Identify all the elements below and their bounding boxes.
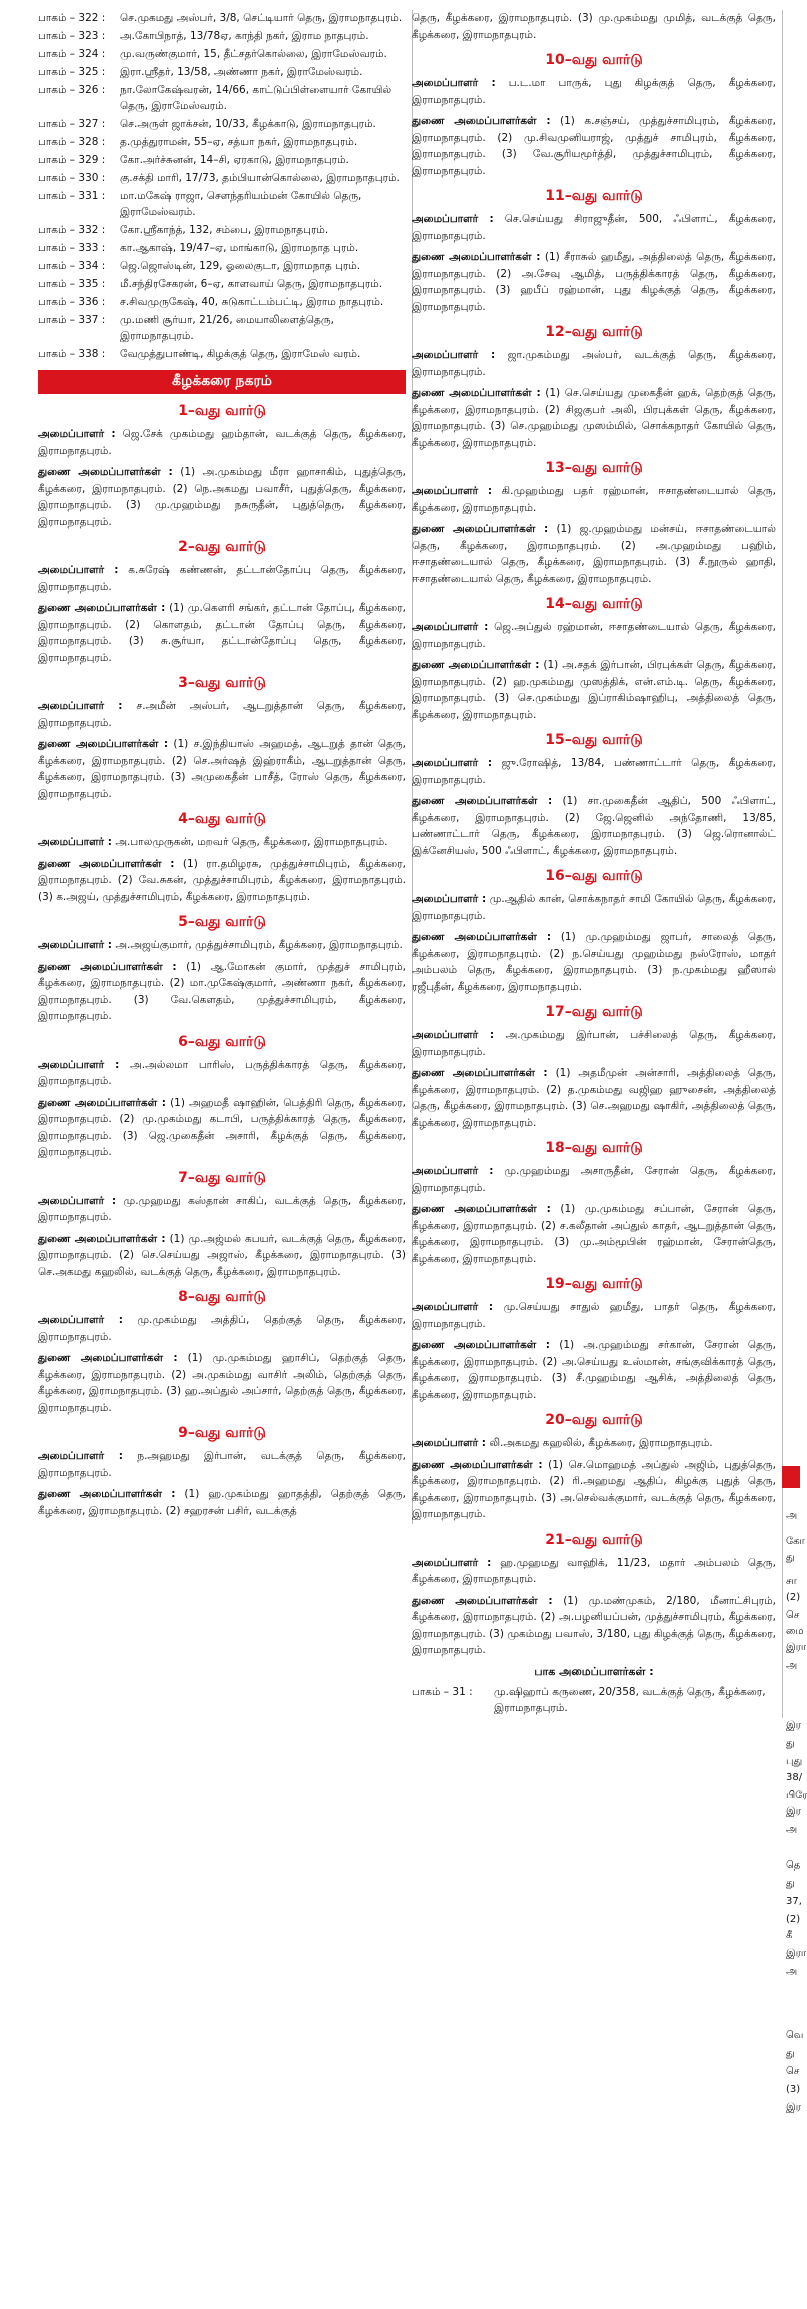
ward-section [412, 868, 776, 995]
organizer-line [38, 562, 406, 595]
organizer-line [412, 1163, 776, 1196]
deputies-label: துணை அமைப்பாளர்கள் : [38, 1096, 166, 1109]
ward-section [412, 1140, 776, 1267]
organizer-label: அமைப்பாளர் : [412, 1556, 492, 1569]
edge-text-fragment: அ [786, 1510, 798, 1521]
booth-entry [38, 116, 406, 132]
organizer-line [412, 619, 776, 652]
edge-text-fragment: து [786, 1878, 795, 1889]
booth-number: பாகம் – 333 : [38, 242, 106, 254]
ward-heading: 7–வது வார்டு [178, 1169, 266, 1186]
organizer-label: அமைப்பாளர் : [38, 1314, 123, 1326]
deputies-line [38, 1095, 406, 1161]
booth-detail: ஜெ.ஜொஸ்டின், 129, ஓலைகுடா, இராமநாத புரம். [120, 260, 361, 272]
ward-heading: 13–வது வார்டு [545, 460, 643, 476]
organizer-label: அமைப்பாளர் : [38, 700, 123, 712]
deputies-label: துணை அமைப்பாளர்கள் : [38, 1352, 178, 1364]
booth-entry [38, 188, 406, 220]
deputies-label: துணை அமைப்பாளர்கள் : [38, 960, 177, 973]
organizer-line [412, 211, 776, 244]
ward-section [38, 1289, 406, 1416]
deputies-label: துணை அமைப்பாளர்கள் : [412, 523, 549, 535]
deputies-label: துணை அமைப்பாளர்கள் : [412, 251, 541, 263]
organizer-name: ஜெ.அப்துல் ரஹ்மான், ஈசாதண்டையால் தெரு, கீழக்கரை, இராமநாதபுரம். [412, 621, 777, 650]
booth-detail: கா.ஆகாஷ், 19/47–ஏ, மாங்காடு, இராமநாத புரம். [120, 242, 359, 254]
deputies-line [412, 113, 776, 179]
organizer-label: அமைப்பாளர் : [38, 1058, 120, 1071]
organizer-name: கி.முஹம்மது பதர் ரஹ்மான், ஈசாதண்டையால் தெரு, கீழக்கரை, இராமநாதபுரம். [412, 485, 776, 514]
deputies-label: துணை அமைப்பாளர்கள் : [38, 602, 166, 614]
organizer-label: அமைப்பாளர் : [412, 893, 487, 905]
booth-detail: நா.லோகேஷ்வரன், 14/66, காட்டுப்பிள்ளையார் கோயில் தெரு, இராமேஸ்வரம். [120, 84, 392, 112]
edge-text-fragment: து [786, 1738, 795, 1749]
deputies-label: துணை அமைப்பாளர்கள் : [412, 1203, 551, 1215]
deputies-line [412, 1457, 776, 1523]
cropped-banner-edge [782, 1466, 800, 1488]
edge-text-fragment: அ [786, 1966, 798, 1977]
deputies-line [38, 856, 406, 906]
deputies-names: (1) அஹமதீ ஷாஹின், பெத்திரி தெரு, கீழக்கரை, இராமநாதபுரம். (2) மு.முகம்மது கடாபி, பருத்திக்காரத் தெரு, கீழக்கரை, இராமநாதபுரம். (3) ஜெ.முகைதீன் அசாரி, கீழக்குத் தெரு, கீழக்கரை, இராமநாதபுரம். [38, 1096, 406, 1158]
booth-detail: மு.ஷிஹாப் கருணை, 20/358, வடக்குத் தெரு, கீழக்கரை, இராமநாதபுரம். [494, 1685, 766, 1714]
ward-heading: 4–வது வார்டு [178, 811, 266, 827]
deputies-names: (1) அ.முகம்மது மீரா ஹாசாகிம், புதுத்தெரு, கீழக்கரை, இராமநாதபுரம். (2) நெ.அகமது பவாசீர், புதுத்தெரு, கீழக்கரை, இராமநாதபுரம். (3) மு.முஹம்மது நசுருதீன், புதுத்தெரு, கீழக்கரை, இராமநாதபுரம். [38, 466, 406, 528]
deputies-names: (1) அதமீமுன் அன்சாரி, அத்திலைத் தெரு, கீழக்கரை, இராமநாதபுரம். (2) த.முகம்மது வஜிஹ ஹுசைன், அத்திலைத் தெரு, கீழக்கரை, இராமநாதபுரம். (3) செ.அஹமது ஷாகிர், அத்திலைத் தெரு, கீழக்கரை, இராமநாதபுரம். [412, 1067, 776, 1129]
deputies-label: துணை அமைப்பாளர்கள் : [38, 857, 175, 870]
booth-number: பாகம் – 324 : [38, 48, 106, 60]
deputies-label: துணை அமைப்பாளர்கள் : [412, 795, 553, 807]
organizer-label: அமைப்பாளர் : [38, 564, 119, 576]
organizer-label: அமைப்பாளர் : [412, 1437, 486, 1449]
deputies-label: துணை அமைப்பாளர்கள் : [38, 738, 169, 750]
booth-detail: மீ.சந்திரசேகரன், 6–ஏ, காளவாய் தெரு, இராமநாதபுரம். [120, 278, 383, 290]
edge-text-fragment: 37, [786, 1896, 802, 1907]
ward-section [38, 811, 406, 905]
edge-text-fragment: கீ [786, 1930, 793, 1941]
ward-heading: 5–வது வார்டு [178, 914, 266, 930]
edge-text-fragment: (2) [786, 1914, 801, 1925]
deputies-names: (1) ஜ.முஹம்மது மன்சய், ஈசாதண்டையால் தெரு, கீழக்கரை, இராமநாதபுரம். (2) அ.முஹம்மது பஹிம், ஈசாதண்டையால் தெரு, கீழக்கரை, இராமநாதபுரம். (3) சீ.நூருல் ஹாதி, ஈசாதண்டையால் தெரு, கீழக்கரை, இராமநாதபுரம். [412, 523, 776, 585]
deputies-line [38, 1486, 406, 1519]
edge-text-fragment: இரா [786, 1642, 807, 1653]
edge-text-fragment: செ [786, 1610, 800, 1621]
organizer-name: மு.முஹம்மது அசாருதீன், சேரான் தெரு, கீழக்கரை, இராமநாதபுரம். [412, 1165, 776, 1194]
deputies-names: (1) அ.முஹம்மது சர்கான், சேரான் தெரு, கீழக்கரை, இராமநாதபுரம். (2) அ.செய்யது உஸ்மான், சங்குவிக்காரத் தெரு, கீழக்கரை, இராமநாதபுரம். (3) சீ.முஹம்மது ஆசிக், அத்திலைத் தெரு, கீழக்கரை, இராமநாதபுரம். [412, 1339, 776, 1401]
organizer-name: செ.செய்யது சிராஜுதீன், 500, ஃபிளாட், கீழக்கரை, இராமநாதபுரம். [412, 213, 777, 242]
deputies-line [38, 1231, 406, 1281]
deputies-label: துணை அமைப்பாளர்கள் : [412, 387, 541, 399]
edge-text-fragment: (3) [786, 2084, 801, 2095]
ward-heading: 16–வது வார்டு [545, 868, 643, 884]
ward-section [412, 188, 776, 315]
organizer-label: அமைப்பாளர் : [38, 1450, 123, 1462]
booth-entry [38, 258, 406, 274]
booth-number: பாகம் – 328 : [38, 136, 106, 148]
ward-section [38, 675, 406, 802]
organizer-name: க.சுரேஷ் கண்ணன், தட்டான்தோப்பு தெரு, கீழக்கரை, இராமநாதபுரம். [38, 564, 406, 593]
organizer-label: அமைப்பாளர் : [412, 349, 496, 361]
deputies-label: துணை அமைப்பாளர்கள் : [38, 1232, 166, 1245]
booth-entry [38, 170, 406, 186]
ward-section [38, 1170, 406, 1281]
organizer-name: ஜா.முகம்மது அஸ்பர், வடக்குத் தெரு, கீழக்கரை, இராமநாதபுரம். [412, 349, 776, 378]
booth-detail: மா.மகேஷ் ராஜா, சௌந்தரியம்மன் கோயில் தெரு, இராமேஸ்வரம். [120, 190, 362, 218]
booth-entry [38, 152, 406, 168]
organizer-line [38, 1448, 406, 1481]
edge-text-fragment: (2) [786, 1592, 801, 1603]
organizer-line [38, 1057, 406, 1090]
ward-section [412, 1532, 776, 1659]
organizer-label: அமைப்பாளர் : [412, 213, 494, 225]
booth-number: பாகம் – 331 : [38, 190, 106, 202]
deputies-names: (1) மு.முஹம்மது ஜாபர், சாலைத் தெரு, கீழக்கரை, இராமநாதபுரம். (2) ந.செய்யது முஹம்மது நஸ்ரோஸ், மாதர் அம்பலம் தெரு, கீழக்கரை, இராமநாதபுரம். (3) ந.முகம்மது ஹீஸால் ரஜீபுதீன், கீழக்கரை, இராமநாதபுரம். [412, 931, 776, 993]
booth-entry [38, 294, 406, 310]
booth-entry [38, 276, 406, 292]
deputies-names: (1) செ.செய்யது முகைதீன் ஹக், தெற்குத் தெரு, கீழக்கரை, இராமநாதபுரம். (2) சிஜகுபர் அலி, பிரபுக்கள் தெரு, கீழக்கரை, இராமநாதபுரம். (3) செ.முஹம்மது முஸம்மில், சொக்கநாதர் கோயில் தெரு, கீழக்கரை, இராமநாதபுரம். [412, 387, 777, 449]
deputies-line [412, 521, 776, 587]
edge-text-fragment: து [786, 1552, 795, 1563]
ward-section [412, 596, 776, 723]
ward-heading: 18–வது வார்டு [545, 1140, 643, 1156]
ward-heading: 8–வது வார்டு [178, 1289, 266, 1305]
ward-heading: 2–வது வார்டு [178, 539, 266, 555]
deputies-label: துணை அமைப்பாளர்கள் : [38, 466, 173, 478]
organizer-name: அ.பாலமுருகன், மறவர் தெரு, கீழக்கரை, இராமநாதபுரம். [115, 836, 388, 848]
booth-detail: செ.முகமது அஸ்பர், 3/8, செட்டியார் தெரு, இராமநாதபுரம். [120, 12, 403, 24]
deputies-line [38, 464, 406, 530]
organizer-label: அமைப்பாளர் : [38, 428, 116, 440]
booth-detail: வேமுத்துபாண்டி, கிழக்குத் தெரு, இராமேஸ் வரம். [120, 348, 361, 360]
organizer-name: மு.முகம்மது அத்திப், தெற்குத் தெரு, கீழக்கரை, இராமநாதபுரம். [38, 1314, 406, 1343]
ward-section [412, 324, 776, 451]
deputies-names: (1) சா.முகைதீன் ஆதிப், 500 ஃபிளாட், கீழக்கரை, இராமநாதபுரம். (2) ஜே.ஜெனில் அந்தோணி, 13/85, பண்ணாட்டார் தெரு, கீழக்கரை, இராமநாதபுரம். (3) ஜெ.ரொனால்ட் இக்னேசியஸ், 500 ஃபிளாட், கீழக்கரை, இராமநாதபுரம். [412, 795, 777, 857]
edge-text-fragment: புது [786, 1756, 803, 1767]
edge-text-fragment: இர [786, 1720, 801, 1731]
deputies-label: துணை அமைப்பாளர்கள் : [412, 1594, 553, 1607]
deputies-names: (1) மு.அஜ்மல் கபயர், வடக்குத் தெரு, கீழக்கரை, இராமநாதபுரம். (2) செ.செய்யது அஜாஸ், கீழக்கரை, இராமநாதபுரம். (3) செ.அகமது கஹலில், வடக்குத் தெரு, கீழக்கரை, இராமநாதபுரம். [38, 1232, 406, 1278]
booth-heading: பாக அமைப்பாளர்கள் : [534, 1664, 654, 1678]
deputies-line [412, 1065, 776, 1131]
organizer-label: அமைப்பாளர் : [412, 757, 493, 769]
booth-entry [38, 240, 406, 256]
booth-number: பாகம் – 323 : [38, 30, 106, 42]
booth-detail: செ.அருள் ஜாக்சன், 10/33, கீழக்காடு, இராமநாதபுரம். [120, 118, 376, 130]
edge-text-fragment: அ [786, 1660, 798, 1671]
deputies-line [412, 1593, 776, 1659]
deputies-line [412, 249, 776, 315]
organizer-name: அ.அல்லமா பாரிஸ், பருத்திக்காரத் தெரு, கீழக்கரை, இராமநாதபுரம். [38, 1058, 406, 1087]
edge-text-fragment: செ [786, 2066, 800, 2077]
booth-entry [38, 46, 406, 62]
ward-heading: 17–வது வார்டு [545, 1004, 643, 1020]
town-banner: கீழக்கரை நகரம் [38, 370, 406, 394]
deputies-names: (1) க.சஞ்சய், முத்துச்சாமிபுரம், கீழக்கரை, இராமநாதபுரம். (2) மு.சிவமுனியராஜ், முத்துச் சாமிபுரம், கீழக்கரை, இராமநாதபுரம். (3) வே.சூரியமூர்த்தி, முத்துச்சாமிபுரம், கீழக்கரை, இராமநாதபுரம். [412, 115, 777, 177]
ward-heading: 15–வது வார்டு [545, 732, 643, 748]
organizer-line [38, 1312, 406, 1345]
continued-text: தெரு, கீழக்கரை, இராமநாதபுரம். (3) மு.முகம்மது முமித், வடக்குத் தெரு, கீழக்கரை, இராமநாதபுரம். [412, 12, 776, 41]
booth-number: பாகம் – 322 : [38, 12, 106, 24]
organizer-label: அமைப்பாளர் : [412, 1301, 494, 1313]
deputies-line [38, 600, 406, 666]
booth-list-top [38, 10, 406, 362]
organizer-line [412, 347, 776, 380]
edge-text-fragment: 38/ [786, 1772, 803, 1783]
organizer-label: அமைப்பாளர் : [38, 1194, 117, 1207]
deputies-names: (1) அ.சதக் இர்பான், பிரபுக்கள் தெரு, கீழக்கரை, இராமநாதபுரம். (2) ஹ.முகம்மது முஸத்திக், என்.எம்.டி. தெரு, கீழக்கரை, இராமநாதபுரம். (3) செ.முகம்மது இப்ராகிம்ஷாஹிபு, அத்திலைத் தெரு, கீழக்கரை, இராமநாதபுரம். [412, 659, 776, 721]
ward-heading: 19–வது வார்டு [545, 1276, 643, 1292]
organizer-name: ப.ட.மா பாருக், புது கிழக்குத் தெரு, கீழக்கரை, இராமநாதபுரம். [412, 77, 776, 106]
deputies-names: (1) சீராசுல் ஹமீது, அத்திலைத் தெரு, கீழக்கரை, இராமநாதபுரம். (2) அ.சேவு ஆமித், பருத்திக்காரத் தெரு, கீழக்கரை, இராமநாதபுரம். (3) ஹபீப் ரஹ்மான், புது கிழக்குத் தெரு, கீழக்கரை, இராமநாதபுரம். [412, 251, 776, 313]
organizer-label: அமைப்பாளர் : [412, 621, 489, 633]
organizer-label: அமைப்பாளர் : [412, 1029, 495, 1041]
ward-list-middle [412, 52, 776, 1659]
booth-entry [38, 134, 406, 150]
organizer-line [412, 755, 776, 788]
organizer-name: மு.செய்யது சாதுல் ஹமீது, பாதர் தெரு, கீழக்கரை, இராமநாதபுரம். [412, 1301, 776, 1330]
deputies-names: (1) ஹ.முகம்மது ஹாதத்தி, தெற்குத் தெரு, கீழக்கரை, இராமநாதபுரம். (2) சஹரசன் பசிர், வடக்குத் [38, 1488, 406, 1517]
booth-number: பாகம் – 336 : [38, 296, 106, 308]
edge-text-fragment: இர [786, 2102, 801, 2113]
booth-entry [38, 10, 406, 26]
booth-number: பாகம் – 330 : [38, 172, 106, 184]
edge-text-fragment: து [786, 2048, 795, 2059]
edge-text-fragment: அ [786, 1824, 798, 1835]
deputies-line [412, 929, 776, 995]
organizer-label: அமைப்பாளர் : [38, 836, 112, 848]
ward-section [412, 460, 776, 587]
deputies-names: (1) மு.முகம்மது ஹாசிப், தெற்குத் தெரு, கீழக்கரை, இராமநாதபுரம். (2) அ.முகம்மது வாசிர் அலிம், தெற்குத் தெரு, கீழக்கரை, இராமநாதபுரம். (3) ஹ.அப்துல் அப்சார், தெற்குத் தெரு, கீழக்கரை, இராமநாதபுரம். [38, 1352, 406, 1414]
booth-entry [38, 346, 406, 362]
organizer-line [38, 937, 406, 954]
booth-detail: கு.சக்தி மாரி, 17/73, தம்பியான்கொல்லை, இராமநாதபுரம். [120, 172, 400, 184]
column-left [38, 10, 413, 1524]
edge-text-fragment: வெ [786, 2030, 804, 2041]
booth-number: பாகம் – 335 : [38, 278, 106, 290]
booth-entry [38, 82, 406, 114]
organizer-label: அமைப்பாளர் : [412, 1165, 494, 1177]
booth-number: பாகம் – 329 : [38, 154, 106, 166]
edge-text-fragment: பிரே [786, 1790, 807, 1801]
deputies-label: துணை அமைப்பாளர்கள் : [412, 1067, 548, 1079]
deputies-label: துணை அமைப்பாளர்கள் : [412, 931, 552, 943]
deputies-line [412, 657, 776, 723]
organizer-line [38, 1193, 406, 1226]
booth-entry [38, 64, 406, 80]
booth-number: பாகம் – 326 : [38, 84, 106, 96]
organizer-name: மு.முஹமது கஸ்தான் சாகிப், வடக்குத் தெரு, கீழக்கரை, இராமநாதபுரம். [38, 1194, 407, 1223]
ward-heading: 12–வது வார்டு [545, 324, 643, 340]
booth-number: பாகம் – 332 : [38, 224, 106, 236]
booth-number: பாகம் – 31 : [412, 1685, 473, 1698]
organizer-line [412, 1555, 776, 1588]
organizer-line [412, 483, 776, 516]
ward-list-left [38, 403, 406, 1519]
organizer-line [412, 75, 776, 108]
organizer-label: அமைப்பாளர் : [38, 939, 112, 951]
deputies-names: (1) மு.மண்முகம், 2/180, மீனாட்சிபுரம், கீழக்கரை, இராமநாதபுரம். (2) அ.பழனியப்பன், முத்துச்சாமிபுரம், கீழக்கரை, இராமநாதபுரம். (3) முகம்மது பவாஸ், 3/180, புது கிழக்குத் தெரு, கீழக்கரை, இராமநாதபுரம். [412, 1594, 776, 1656]
booth-detail: மு.வருண்குமார், 15, தீட்சதர்கொல்லை, இராமேஸ்வரம். [120, 48, 387, 60]
booth-entry-last [412, 1684, 776, 1716]
column-middle [412, 10, 783, 1718]
booth-number: பாகம் – 337 : [38, 314, 106, 326]
booth-number: பாகம் – 325 : [38, 66, 106, 78]
deputies-label: துணை அமைப்பாளர்கள் : [38, 1488, 176, 1500]
deputies-names: (1) மு.கௌரி சங்கர், தட்டான் தோப்பு, கீழக்கரை, இராமநாதபுரம். (2) கொளதம், தட்டான் தோப்பு தெரு, கீழக்கரை, இராமநாதபுரம். (3) சு.சூர்யா, தட்டான்தோப்பு தெரு, கீழக்கரை, இராமநாதபுரம். [38, 602, 406, 664]
ward-section [38, 403, 406, 530]
ward-heading: 10–வது வார்டு [545, 52, 643, 68]
deputies-names: (1) ஆ.மோகன் குமார், முத்துச் சாமிபுரம், கீழக்கரை, இராமநாதபுரம். (2) மா.முகேஷ்குமார், அண்ணா நகர், கீழக்கரை, இராமநாதபுரம். (3) வே.கௌதம், முத்துச்சாமிபுரம், கீழக்கரை, இராமநாதபுரம். [38, 960, 407, 1022]
ward-heading: 6–வது வார்டு [178, 1033, 266, 1050]
organizer-line [412, 1435, 776, 1452]
ward-section [38, 1034, 406, 1161]
organizer-name: அ.அஜய்குமார், முத்துச்சாமிபுரம், கீழக்கரை, இராமநாதபுரம். [115, 939, 403, 951]
deputies-label: துணை அமைப்பாளர்கள் : [412, 1339, 550, 1351]
ward-section [38, 1425, 406, 1519]
ward-heading: 9–வது வார்டு [178, 1425, 266, 1441]
ward-section [412, 1004, 776, 1131]
organizer-label: அமைப்பாளர் : [412, 485, 493, 497]
deputies-line [412, 1337, 776, 1403]
ward-section [412, 1276, 776, 1403]
booth-detail: மு.மணி சூர்யா, 21/26, மையாலிளைத்தெரு, இராமநாதபுரம். [120, 314, 334, 342]
ward-heading: 14–வது வார்டு [545, 596, 643, 612]
deputies-label: துணை அமைப்பாளர்கள் : [412, 1458, 543, 1471]
deputies-names: (1) ச.இந்தியாஸ் அஹமத், ஆடறுத் தான் தெரு, கீழக்கரை, இராமநாதபுரம். (2) செ.அர்ஷத் இஹ்ராகீம், ஆடறுத்தான் தெரு, கீழக்கரை, இராமநாதபுரம். (3) அமுகைதீன் பாசீத், ரோஸ் தெரு, கீழக்கரை, இராமநாதபுரம். [38, 738, 406, 800]
booth-detail: ச.சிவமுருகேஷ், 40, சுடுகாட்டம்பட்டி, இராம நாதபுரம். [120, 296, 384, 308]
ward-heading: 20–வது வார்டு [545, 1412, 643, 1428]
deputies-line [412, 1201, 776, 1267]
booth-entry [38, 312, 406, 344]
ward-heading: 3–வது வார்டு [178, 675, 266, 691]
deputies-names: (1) ரா.தமிழரசு, முத்துச்சாமிபுரம், கீழக்கரை, இராமநாதபுரம். (2) வே.சுகன், முத்துச்சாமிபுரம், கீழக்கரை, இராமநாதபுரம். (3) க.அஜய், முத்துச்சாமிபுரம், கீழக்கரை, இராமநாதபுரம். [38, 857, 407, 903]
ward-heading: 21–வது வார்டு [545, 1531, 643, 1548]
booth-detail: கோ.அர்ச்சுனன், 14–சி, ஏரகாடு, இராமநாதபுரம். [120, 154, 349, 166]
ward-section [412, 732, 776, 859]
edge-text-fragment: இரா [786, 1948, 807, 1959]
organizer-name: ஜெ.சேக் முகம்மது ஹம்தான், வடக்குத் தெரு, கீழக்கரை, இராமநாதபுரம். [38, 428, 406, 457]
ward-section [412, 52, 776, 179]
organizer-label: அமைப்பாளர் : [412, 77, 496, 89]
deputies-line [412, 385, 776, 451]
deputies-line [38, 736, 406, 802]
booth-detail: அ.கோபிநாத், 13/78ஏ, காந்தி நகர், இராம நாதபுரம். [120, 30, 369, 42]
deputies-label: துணை அமைப்பாளர்கள் : [412, 659, 540, 671]
booth-entry [38, 28, 406, 44]
organizer-line [412, 1027, 776, 1060]
deputies-line [412, 793, 776, 859]
ward-section [38, 914, 406, 1025]
booth-detail: இரா.ஸ்ரீதர், 13/58, அண்ணா நகர், இராமேஸ்வரம். [120, 66, 363, 78]
organizer-name: அ.முகம்மது இர்பான், பச்சிலைத் தெரு, கீழக்கரை, இராமநாதபுரம். [412, 1029, 776, 1058]
organizer-name: மு.ஆதில் கான், சொக்கநாதர் சாமி கோயில் தெரு, கீழக்கரை, இராமநாதபுரம். [412, 893, 776, 922]
deputies-names: (1) செ.மொஹமத் அப்துல் அஜிம், புதுத்தெரு, கீழக்கரை, இராமநாதபுரம். (2) ரி.அஹமது ஆதிப், கிழக்கு புதுத் தெரு, கீழக்கரை, இராமநாதபுரம். (3) அ.செல்வக்குமார், வடக்குத் தெரு, கீழக்கரை, இராமநாதபுரம். [412, 1458, 777, 1520]
booth-number: பாகம் – 338 : [38, 348, 106, 360]
booth-detail: த.முத்துராமன், 55–ஏ, சத்யா நகர், இராமநாதபுரம். [120, 136, 358, 148]
edge-text-fragment: மை [786, 1626, 804, 1637]
organizer-line [38, 426, 406, 459]
ward-section [412, 1412, 776, 1523]
edge-text-fragment: இர [786, 1806, 801, 1817]
ward-section [38, 539, 406, 666]
deputies-label: துணை அமைப்பாளர்கள் : [412, 115, 551, 127]
edge-text-fragment: தெ [786, 1860, 801, 1871]
edge-text-fragment: கோ [786, 1536, 805, 1547]
organizer-line [38, 698, 406, 731]
booth-number: பாகம் – 327 : [38, 118, 106, 130]
organizer-name: ந.அஹமது இர்பான், வடக்குத் தெரு, கீழக்கரை, இராமநாதபுரம். [38, 1450, 406, 1479]
organizer-line [38, 834, 406, 851]
organizer-name: லி.அகமது கஹலில், கீழக்கரை, இராமநாதபுரம். [489, 1437, 713, 1449]
organizer-name: ஹ.முஹமது வாஹிக், 11/23, மதார் அம்பலம் தெரு, கீழக்கரை, இராமநாதபுரம். [412, 1556, 776, 1585]
ward-heading: 11–வது வார்டு [545, 188, 643, 204]
booth-entry [38, 222, 406, 238]
deputies-names: (1) மு.முகம்மது சப்பான், சேரான் தெரு, கீழக்கரை, இராமநாதபுரம். (2) ச.கலீதான் அப்துல் காதர், ஆடறுத்தான் தெரு, கீழக்கரை, இராமநாதபுரம். (3) மு.அம்மூபின் ரஹ்மான், சேரான்தெரு, கீழக்கரை, இராமநாதபுரம். [412, 1203, 776, 1265]
deputies-line [38, 1350, 406, 1416]
organizer-name: ச.அமீன் அஸ்பர், ஆடறுத்தான் தெரு, கீழக்கரை, இராமநாதபுரம். [38, 700, 407, 729]
organizer-line [412, 891, 776, 924]
booth-detail: கோ.ஸ்ரீகாந்த், 132, சம்பை, இராமநாதபுரம். [120, 224, 329, 236]
booth-number: பாகம் – 334 : [38, 260, 106, 272]
ward-heading: 1–வது வார்டு [178, 403, 266, 419]
edge-text-fragment: சா [786, 1576, 797, 1587]
organizer-name: ஜு.ரோஷித், 13/84, பண்ணாட்டார் தெரு, கீழக்கரை, இராமநாதபுரம். [412, 757, 777, 786]
deputies-line [38, 959, 406, 1025]
organizer-line [412, 1299, 776, 1332]
